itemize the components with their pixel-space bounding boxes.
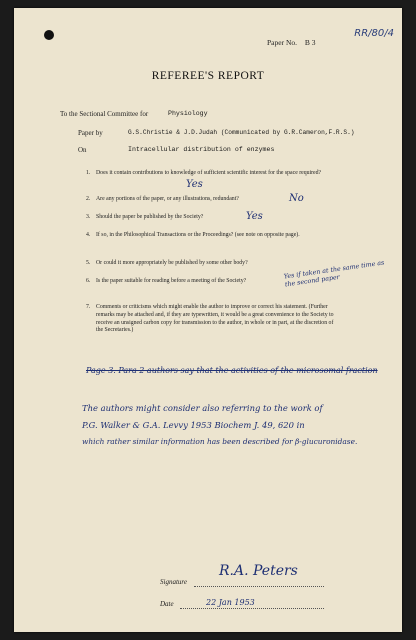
to-label: To the Sectional Committee for bbox=[60, 110, 149, 118]
on-label: On bbox=[78, 146, 87, 154]
answer-1: Yes bbox=[186, 179, 203, 190]
answer-6: Yes if taken at the same time as the second paper bbox=[283, 259, 385, 289]
on-value: Intracellular distribution of enzymes bbox=[128, 146, 275, 153]
answer-2: No bbox=[289, 193, 304, 204]
comment-line-3: which rather similar information has been described for β-glucuronidase. bbox=[82, 437, 358, 446]
question-2: 2. Are any portions of the paper, or any illustrations, redundant? bbox=[86, 196, 239, 202]
date-label: Date bbox=[160, 600, 174, 608]
paper-by-value: G.S.Christie & J.D.Judah (Communicated by G.R.Cameron,F.R.S.) bbox=[128, 129, 355, 136]
signature: R.A. Peters bbox=[219, 563, 298, 579]
punch-hole bbox=[44, 30, 54, 40]
question-1: 1. Does it contain contributions to knowledge of sufficient scientific interest for the space required? bbox=[86, 170, 322, 176]
question-3: 3. Should the paper be published by the Society? bbox=[86, 214, 204, 220]
signature-label: Signature bbox=[160, 578, 187, 586]
answer-3: Yes bbox=[246, 211, 263, 222]
question-6: 6. Is the paper suitable for reading before a meeting of the Society? bbox=[86, 278, 247, 284]
signature-line bbox=[194, 586, 324, 587]
comment-line-2: P.G. Walker & G.A. Levvy 1953 Biochem J. 49, 620 in bbox=[82, 420, 305, 430]
comment-line-1: The authors might consider also referring to the work of bbox=[82, 403, 323, 413]
archive-reference: RR/80/4 bbox=[354, 28, 394, 39]
page-title: REFEREE'S REPORT bbox=[151, 70, 265, 82]
paper-number: Paper No. B 3 bbox=[267, 38, 316, 47]
date-value: 22 Jan 1953 bbox=[206, 598, 255, 607]
report-sheet bbox=[14, 8, 402, 632]
date-line bbox=[180, 608, 324, 609]
question-5: 5. Or could it more appropriately be published by some other body? bbox=[86, 260, 248, 266]
paper-by-label: Paper by bbox=[78, 129, 103, 137]
to-value: Physiology bbox=[168, 110, 208, 117]
struck-comment: Page 3. Para 2 authors say that the activities of the microsomal fraction bbox=[86, 366, 378, 375]
question-4: 4. If so, in the Philosophical Transactions or the Proceedings? (see note on opposite page). bbox=[86, 232, 300, 238]
question-7: 7. Comments or criticisms which might enable the author to improve or correct his statement. (Further remarks may be attached and, if they are typewritten, it would be a great convenience to the Society to receive an unsigned carbon copy for transmission to the author, in whole or in part, at the discretion of the Secretaries.) bbox=[86, 304, 334, 334]
